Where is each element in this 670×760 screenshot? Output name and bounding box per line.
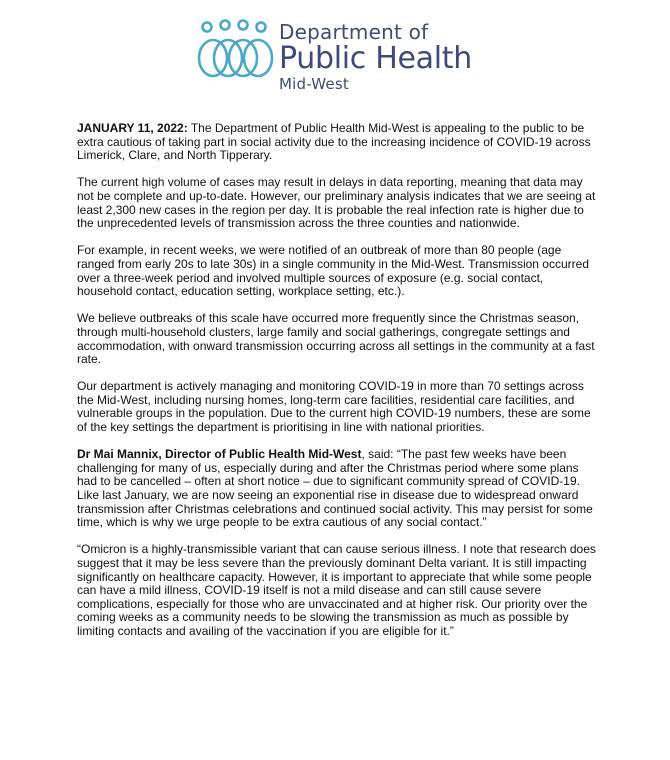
logo-line-mid-west: Mid-West: [279, 75, 349, 93]
paragraph-omicron-quote: “Omicron is a highly-transmissible variant that can cause serious illness. I note that research does suggest that it may be less severe than the previously dominant Delta variant. It is still impacting significantly on healthcare capacity. However, it is important to appreciate that while some people can have a mild illness, COVID-19 itself is not a mild disease and can still cause severe complications, especially for those who are unvaccinated and at higher risk. Our priority over the coming weeks as a community needs to be slowing the transmission as much as possible by limiting contacts and availing of the vaccination if you are eligible for it.”: [77, 542, 596, 638]
logo-line-department-of: Department of: [279, 20, 429, 44]
department-logo-icon: [196, 18, 276, 84]
director-quote-text: , said: “The past few weeks have been challenging for many of us, especially during and after the Christmas period where some plans had to be cancelled – often at short notice – due to significant community spread of COVID-19. Like last January, we are now seeing an exponential rise in disease due to widespread onward transmission after Christmas celebrations and continued social activity. This may persist for some time, which is why we urge people to be extra cautious of any social contact.”: [77, 447, 593, 530]
paragraph-outbreak-scale: We believe outbreaks of this scale have occurred more frequently since the Christmas season, through multi-household clusters, large family and social gatherings, congregate settings and accommodation, with onward transmission occurring across all settings in the community at a fast rate.: [77, 311, 595, 367]
letterhead: [0, 0, 670, 110]
press-release-body: [77, 122, 599, 652]
logo-line-public-health: Public Health: [279, 41, 472, 76]
paragraph-director-quote: [77, 448, 599, 530]
department-name: [279, 22, 472, 92]
paragraph-case-volume: The current high volume of cases may result in delays in data reporting, meaning that data may not be complete and up-to-date. However, our preliminary analysis indicates that we are seeing at least 2,300 new cases in the region per day. It is probable the real infection rate is higher due to the unprecedented levels of transmission across the three counties and nationwide.: [77, 175, 596, 231]
speaker-name: Dr Mai Mannix, Director of Public Health Mid-West: [77, 447, 362, 462]
paragraph-intro: [77, 122, 599, 163]
paragraph-settings: Our department is actively managing and monitoring COVID-19 in more than 70 settings across the Mid-West, including nursing homes, long-term care facilities, residential care facilities, and vulnerable groups in the population. Due to the current high COVID-19 numbers, these are some of the key settings the department is prioritising in line with national priorities.: [77, 379, 591, 435]
release-date: JANUARY 11, 2022:: [77, 121, 188, 135]
intro-text: The Department of Public Health Mid-West is appealing to the public to be extra cautious of taking part in social activity due to the increasing incidence of COVID-19 across Limerick, Clare, and North Tipperary.: [77, 121, 591, 163]
paragraph-outbreak-example: For example, in recent weeks, we were notified of an outbreak of more than 80 people (age ranged from early 20s to late 30s) in a single community in the Mid-West. Transmission occurred over a three-week period and involved multiple sources of exposure (e.g. social contact, household contact, education setting, workplace setting, etc.).: [77, 243, 589, 299]
